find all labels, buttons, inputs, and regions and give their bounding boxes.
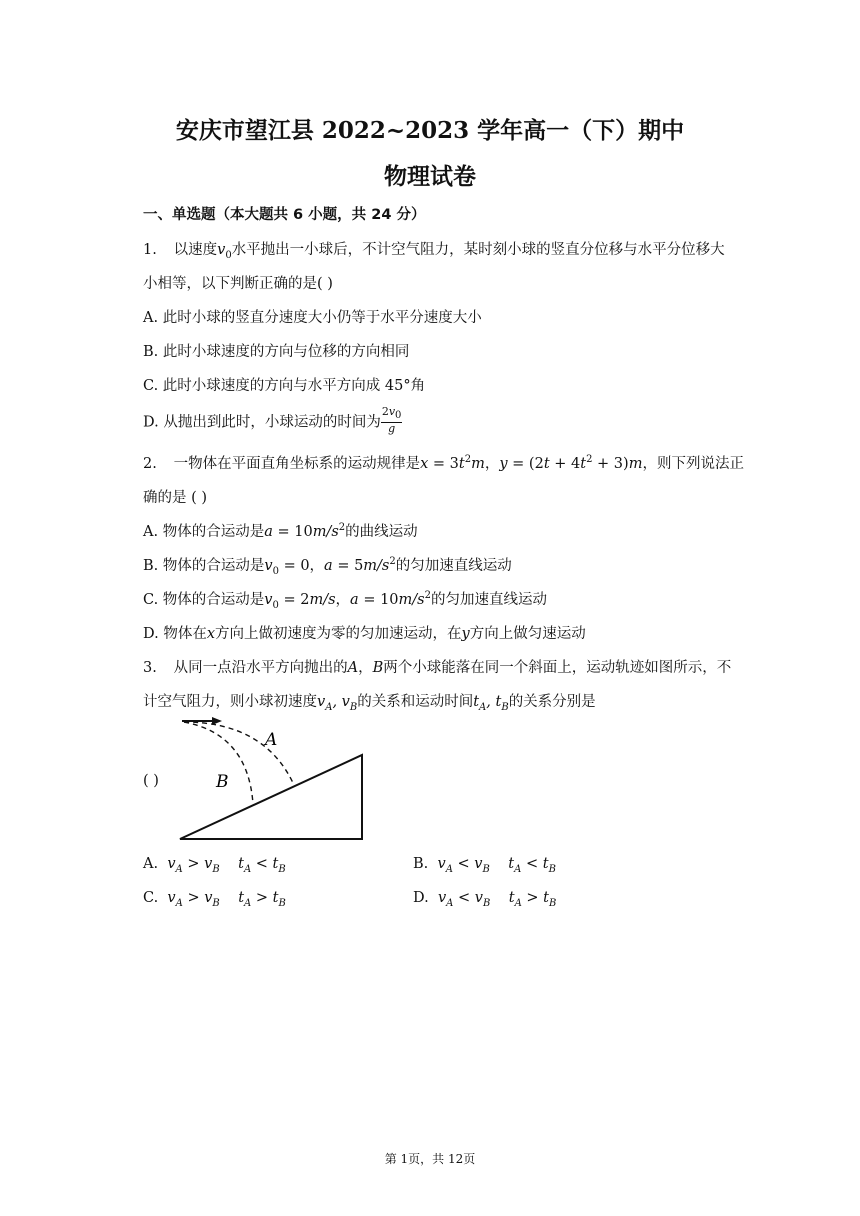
fraction-2v0-over-g: $\frac{2v_0}{g}$ xyxy=(381,405,402,436)
q3-answer-parens: ( ) xyxy=(143,773,159,789)
exam-subtitle: 物理试卷 xyxy=(384,163,476,190)
q1-option-a: A. 此时小球的竖直分速度大小仍等于水平分速度大小 xyxy=(143,310,482,326)
q1-option-b: B. 此时小球速度的方向与位移的方向相同 xyxy=(143,344,410,360)
trajectory-a xyxy=(184,722,294,785)
q3-option-c: C. $v_A > v_B$ $t_A > t_B$ xyxy=(143,890,286,909)
q1-option-d: D. 从抛出到此时，小球运动的时间为 $\frac{2v_0}{g}$ xyxy=(143,405,402,436)
q2-option-c: C. 物体的合运动是$v_0 = 2m/s$，$a = 10m/s^2$的匀加速直线运动 xyxy=(143,590,547,611)
exam-title: 安庆市望江县 2022~2023 学年高一（下）期中 xyxy=(175,117,685,144)
q3-option-a: A. $v_A > v_B$ $t_A < t_B$ xyxy=(143,856,286,875)
q2-number: 2. xyxy=(143,456,157,472)
q2-option-a: A. 物体的合运动是$a = 10m/s^2$的曲线运动 xyxy=(143,522,418,540)
v0-symbol: $v_0$ xyxy=(217,242,232,261)
q3-line2: 计空气阻力，则小球初速度$v_A$, $v_B$的关系和运动时间$t_A$, $t_B$的关系分别是 xyxy=(143,694,596,713)
label-b: B xyxy=(216,772,229,792)
label-a: A xyxy=(265,730,278,750)
section-heading: 一、单选题（本大题共 6 小题，共 24 分） xyxy=(143,207,426,223)
incline-triangle xyxy=(180,755,362,839)
incline-trajectory-figure xyxy=(140,712,380,847)
q2-line2: 确的是 ( ) xyxy=(143,490,208,506)
q3-line1: 3. 从同一点沿水平方向抛出的A，B两个小球能落在同一个斜面上，运动轨迹如图所示，不 xyxy=(143,660,732,676)
q1-line2: 小相等，以下判断正确的是( ) xyxy=(143,276,333,292)
equation-x: $x = 3t^2m$ xyxy=(420,454,485,472)
q3-number: 3. xyxy=(143,660,157,676)
q3-option-b: B. $v_A < v_B$ $t_A < t_B$ xyxy=(413,856,556,875)
equation-y: $y = (2t + 4t^2 + 3)m$ xyxy=(499,454,643,472)
q1-number: 1. xyxy=(143,242,157,258)
page-footer: 第 1页，共 12页 xyxy=(384,1152,476,1166)
q2-option-b: B. 物体的合运动是$v_0 = 0$，$a = 5m/s^2$的匀加速直线运动 xyxy=(143,556,512,577)
q2-option-d: D. 物体在x方向上做初速度为零的匀加速运动，在y方向上做匀速运动 xyxy=(143,626,586,642)
q3-option-d: D. $v_A < v_B$ $t_A > t_B$ xyxy=(413,890,557,909)
q2-line1: 2. 一物体在平面直角坐标系的运动规律是$x = 3t^2m$，$y = (2t + 4t^2 + 3)m$，则下列说法正 xyxy=(143,454,744,472)
q1-option-c: C. 此时小球速度的方向与水平方向成 45°角 xyxy=(143,378,426,394)
q1-line1: 1. 以速度$v_0$水平抛出一小球后，不计空气阻力，某时刻小球的竖直分位移与水平分位移大 xyxy=(143,242,725,261)
